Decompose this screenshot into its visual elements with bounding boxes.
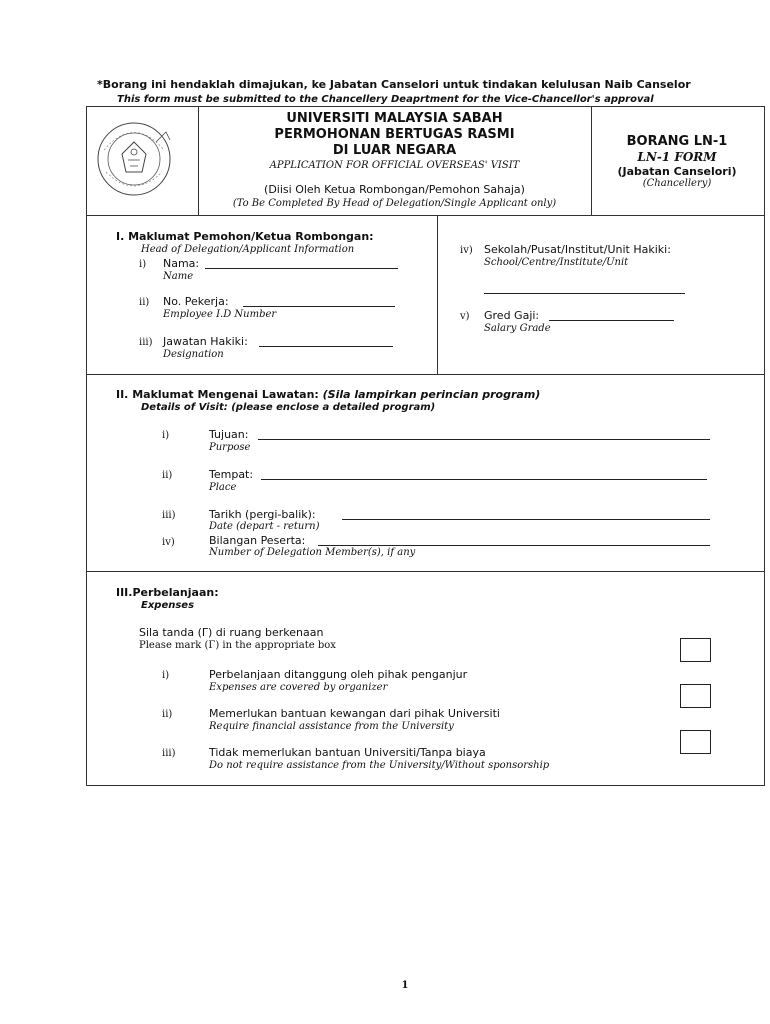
field-number: i) — [139, 259, 147, 270]
name-input[interactable] — [205, 268, 398, 269]
department-english: (Chancellery) — [642, 178, 712, 189]
field-number: ii) — [139, 297, 150, 308]
option-organizer-label: Perbelanjaan ditanggung oleh pihak penganjur — [209, 668, 468, 681]
section1-divider — [437, 215, 438, 374]
section3-title: III.Perbelanjaan: — [116, 586, 219, 599]
university-name: UNIVERSITI MALAYSIA SABAH — [286, 111, 503, 126]
mark-instruction-malay: Sila tanda (Γ) di ruang berkenaan — [139, 626, 324, 639]
section2-title-italic: (Sila lampirkan perincian program) — [322, 388, 541, 401]
header-divider — [86, 215, 764, 216]
option-no-sponsorship-english: Do not require assistance from the University/Without sponsorship — [209, 760, 550, 771]
school-label: Sekolah/Pusat/Institut/Unit Hakiki: — [484, 243, 671, 256]
expense-checkbox-university[interactable] — [680, 684, 711, 708]
option-university-label: Memerlukan bantuan kewangan dari pihak Universiti — [209, 707, 500, 720]
section1-title: I. Maklumat Pemohon/Ketua Rombongan: — [116, 230, 374, 243]
field-number: iii) — [139, 337, 153, 348]
field-number: ii) — [162, 470, 173, 481]
delegation-count-label-english: Number of Delegation Member(s), if any — [209, 547, 416, 558]
option-number: i) — [162, 670, 170, 681]
instruction-malay: (Diisi Oleh Ketua Rombongan/Pemohon Sahaja) — [264, 183, 525, 196]
date-label: Tarikh (pergi-balik): — [209, 508, 316, 521]
section3-subtitle: Expenses — [141, 600, 195, 611]
place-label-english: Place — [209, 482, 237, 493]
option-number: ii) — [162, 709, 173, 720]
submission-notice-malay: *Borang ini hendaklah dimajukan, ke Jabatan Canselori untuk tindakan kelulusan Naib Canselor — [97, 78, 691, 91]
salary-grade-label-english: Salary Grade — [484, 323, 551, 334]
school-label-english: School/Centre/Institute/Unit — [484, 257, 629, 268]
form-title-line2: DI LUAR NEGARA — [332, 143, 457, 158]
section2-title-text: II. Maklumat Mengenai Lawatan: — [116, 388, 319, 401]
place-input[interactable] — [261, 479, 707, 480]
section2-title — [116, 388, 540, 401]
salary-grade-input[interactable] — [549, 320, 674, 321]
expense-checkbox-no-sponsorship[interactable] — [680, 730, 711, 754]
section2-bottom — [86, 571, 764, 572]
expense-checkbox-organizer[interactable] — [680, 638, 711, 662]
option-no-sponsorship-label: Tidak memerlukan bantuan Universiti/Tanpa biaya — [209, 746, 486, 759]
designation-label-english: Designation — [163, 349, 224, 360]
form-code: BORANG LN-1 — [626, 134, 728, 149]
school-input[interactable] — [484, 293, 685, 294]
instruction-english: (To Be Completed By Head of Delegation/Single Applicant only) — [232, 198, 557, 209]
university-logo — [94, 120, 184, 198]
name-label-english: Name — [163, 271, 194, 282]
employee-id-input[interactable] — [243, 306, 395, 307]
submission-notice-english: This form must be submitted to the Chancellery Deaprtment for the Vice-Chancellor's approval — [117, 94, 654, 105]
delegation-count-label: Bilangan Peserta: — [209, 534, 306, 547]
section2-subtitle: Details of Visit: (please enclose a detailed program) — [141, 402, 436, 413]
mark-instruction-english: Please mark (Γ) in the appropriate box — [139, 640, 336, 651]
form-title-english: APPLICATION FOR OFFICIAL OVERSEAS' VISIT — [269, 160, 520, 171]
department: (Jabatan Canselori) — [617, 165, 737, 178]
field-number: i) — [162, 430, 170, 441]
form-title-line1: PERMOHONAN BERTUGAS RASMI — [274, 127, 515, 142]
option-organizer-english: Expenses are covered by organizer — [209, 682, 388, 693]
place-label: Tempat: — [209, 468, 254, 481]
delegation-count-input[interactable] — [318, 545, 710, 546]
field-number: iv) — [162, 537, 175, 548]
designation-label: Jawatan Hakiki: — [163, 335, 248, 348]
designation-input[interactable] — [259, 346, 393, 347]
option-university-english: Require financial assistance from the University — [209, 721, 454, 732]
salary-grade-label: Gred Gaji: — [484, 309, 540, 322]
employee-id-label-english: Employee I.D Number — [163, 309, 277, 320]
purpose-label-english: Purpose — [209, 442, 251, 453]
name-label: Nama: — [163, 257, 200, 270]
purpose-label: Tujuan: — [209, 428, 249, 441]
form-code-english: LN-1 FORM — [637, 150, 717, 164]
employee-id-label: No. Pekerja: — [163, 295, 229, 308]
field-number: iv) — [460, 245, 473, 256]
page-number: 1 — [401, 980, 409, 991]
field-number: v) — [460, 311, 470, 322]
section1-subtitle: Head of Delegation/Applicant Information — [141, 244, 355, 255]
date-label-english: Date (depart - return) — [209, 521, 320, 532]
section1-bottom — [86, 374, 764, 375]
purpose-input[interactable] — [258, 439, 710, 440]
date-input[interactable] — [342, 519, 710, 520]
field-number: iii) — [162, 510, 176, 521]
option-number: iii) — [162, 748, 176, 759]
